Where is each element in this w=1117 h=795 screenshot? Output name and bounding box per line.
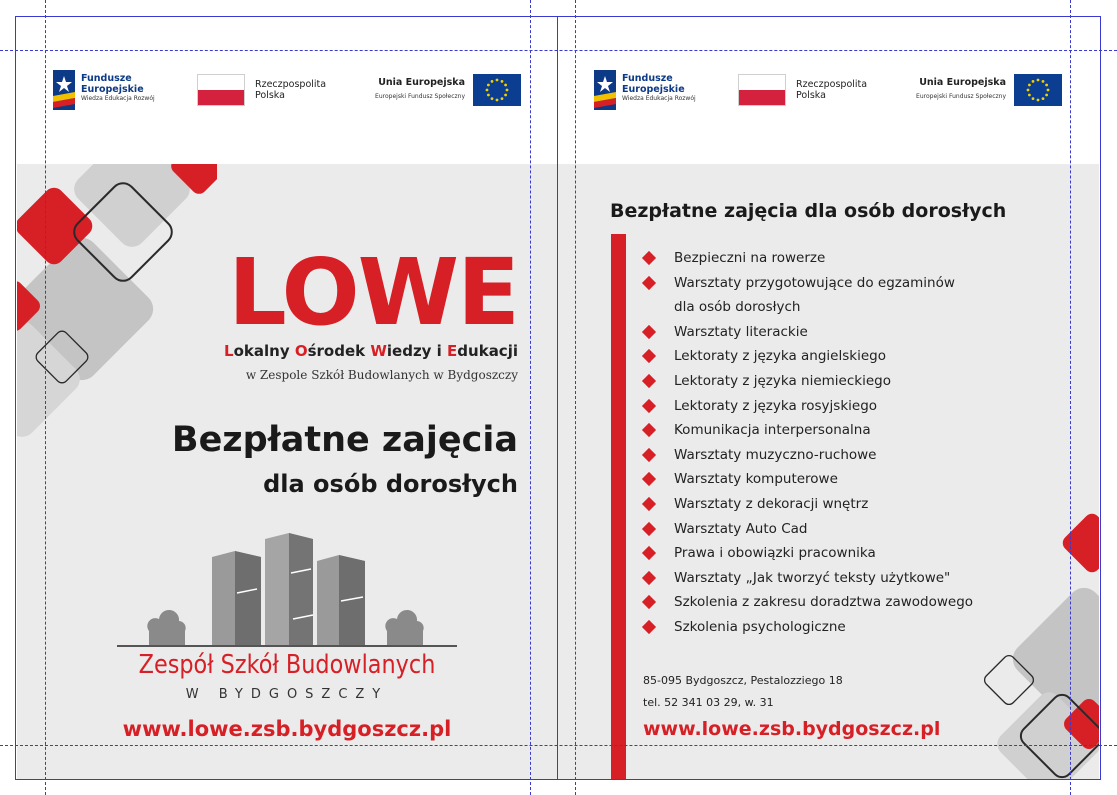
list-item-label: Warsztaty komputerowe xyxy=(674,471,838,488)
word-rest-l: okalny xyxy=(233,342,295,360)
list-item-label: Lektoraty z języka rosyjskiego xyxy=(674,397,878,414)
eu-fund: Europejski Fundusz Społeczny xyxy=(375,93,465,100)
funding-logos-strip xyxy=(558,68,1099,118)
diamond-bullet-icon xyxy=(642,251,656,265)
eu-title: Unia Europejska xyxy=(378,77,465,88)
list-item xyxy=(644,344,1024,369)
headline-line-1: Bezpłatne zajęcia xyxy=(171,420,518,460)
diamond-bullet-icon xyxy=(642,571,656,585)
front-gray-panel xyxy=(17,164,558,780)
poland-label-2: Polska xyxy=(796,90,826,101)
school-name: Zespół Szkół Budowlanych xyxy=(138,650,436,680)
lowe-location: w Zespole Szkół Budowlanych w Bydgoszczy xyxy=(245,368,518,382)
word-rest-e: dukacji xyxy=(457,342,518,360)
website-link[interactable]: www.lowe.zsb.bydgoszcz.pl xyxy=(122,717,452,741)
list-item-label: dla osób dorosłych xyxy=(674,299,801,316)
list-item xyxy=(644,615,1024,640)
back-gray-panel xyxy=(558,164,1099,780)
fundusze-star-icon xyxy=(594,70,616,110)
eu-title: Unia Europejska xyxy=(919,77,1006,88)
list-item-label: Lektoraty z języka niemieckiego xyxy=(674,372,891,389)
list-item-label: Lektoraty z języka angielskiego xyxy=(674,348,886,365)
diamond-bullet-icon xyxy=(642,398,656,412)
trim-line xyxy=(15,16,16,780)
unia-europejska-logo xyxy=(902,74,1064,110)
diamond-bullet-icon xyxy=(642,497,656,511)
list-item-label: Warsztaty „Jak tworzyć teksty użytkowe" xyxy=(674,569,951,586)
bleed-guide-line xyxy=(45,0,46,795)
list-item-label: Warsztaty przygotowujące do egzaminów xyxy=(674,274,955,291)
flyer-front-page xyxy=(17,18,558,780)
initial-l: L xyxy=(224,342,234,360)
bleed-guide-line xyxy=(0,50,1117,51)
school-buildings-icon xyxy=(117,533,457,648)
trim-line xyxy=(15,16,1101,17)
list-item-continuation xyxy=(644,295,1024,320)
list-item xyxy=(644,246,1024,271)
list-item xyxy=(644,541,1024,566)
list-item xyxy=(644,517,1024,542)
unia-europejska-logo xyxy=(361,74,523,110)
list-item-label: Prawa i obowiązki pracownika xyxy=(674,545,876,562)
diamond-bullet-icon xyxy=(642,374,656,388)
trim-line xyxy=(557,16,558,780)
list-item xyxy=(644,394,1024,419)
diamond-bullet-icon xyxy=(642,620,656,634)
contact-phone: tel. 52 341 03 29, w. 31 xyxy=(643,696,774,709)
funding-logos-strip xyxy=(17,68,558,118)
diamond-bullet-icon xyxy=(642,595,656,609)
list-item xyxy=(644,566,1024,591)
offer-heading: Bezpłatne zajęcia dla osób dorosłych xyxy=(610,200,1007,222)
accent-bar xyxy=(611,234,626,780)
list-item-label: Warsztaty z dekoracji wnętrz xyxy=(674,495,869,512)
eu-flag-icon xyxy=(1014,74,1062,106)
website-link[interactable]: www.lowe.zsb.bydgoszcz.pl xyxy=(643,718,941,740)
polish-flag-icon xyxy=(738,74,786,106)
diamond-bullet-icon xyxy=(642,276,656,290)
initial-w: W xyxy=(370,342,387,360)
poland-label-2: Polska xyxy=(255,90,285,101)
flyer-back-page xyxy=(558,18,1099,780)
list-item xyxy=(644,271,1024,296)
list-item-label: Warsztaty muzyczno-ruchowe xyxy=(674,446,877,463)
diamond-bullet-icon xyxy=(642,546,656,560)
list-item-label: Szkolenia psychologiczne xyxy=(674,618,846,635)
diamond-bullet-icon xyxy=(642,325,656,339)
eu-flag-icon xyxy=(473,74,521,106)
fundusze-label-2: Europejskie xyxy=(81,84,144,95)
fundusze-star-icon xyxy=(53,70,75,110)
bleed-guide-line xyxy=(530,0,531,795)
diamond-bullet-icon xyxy=(642,472,656,486)
initial-o: O xyxy=(294,342,308,360)
diamond-bullet-icon xyxy=(642,448,656,462)
fundusze-label-1: Fundusze xyxy=(622,73,673,84)
trim-line xyxy=(1100,16,1101,780)
fundusze-label-2: Europejskie xyxy=(622,84,685,95)
list-item-label: Bezpieczni na rowerze xyxy=(674,250,826,266)
initial-e: E xyxy=(447,342,458,360)
list-item-label: Komunikacja interpersonalna xyxy=(674,422,871,439)
lowe-title: LOWE xyxy=(228,239,518,346)
eu-fund: Europejski Fundusz Społeczny xyxy=(916,93,1006,100)
bleed-guide-line xyxy=(0,745,1117,746)
diamond-bullet-icon xyxy=(642,423,656,437)
word-rest-w: iedzy i xyxy=(386,342,448,360)
fundusze-program: Wiedza Edukacja Rozwój xyxy=(622,95,696,102)
list-item xyxy=(644,467,1024,492)
fundusze-program: Wiedza Edukacja Rozwój xyxy=(81,95,155,102)
school-city: W BYDGOSZCZY xyxy=(185,687,389,702)
diamond-bullet-icon xyxy=(642,521,656,535)
lowe-full-name xyxy=(224,342,518,360)
list-item-label: Szkolenia z zakresu doradztwa zawodowego xyxy=(674,594,974,611)
diamond-bullet-icon xyxy=(642,349,656,363)
list-item xyxy=(644,590,1024,615)
fundusze-label-1: Fundusze xyxy=(81,73,132,84)
word-rest-o: środek xyxy=(307,342,371,360)
bleed-guide-line xyxy=(575,0,576,795)
course-list xyxy=(644,246,1024,640)
contact-address: 85-095 Bydgoszcz, Pestalozziego 18 xyxy=(643,674,843,687)
list-item xyxy=(644,320,1024,345)
list-item xyxy=(644,443,1024,468)
list-item xyxy=(644,418,1024,443)
list-item-label: Warsztaty literackie xyxy=(674,323,808,340)
headline-line-2: dla osób dorosłych xyxy=(263,470,518,498)
poland-label-1: Rzeczpospolita xyxy=(255,79,327,90)
list-item xyxy=(644,369,1024,394)
trim-line xyxy=(15,779,1101,780)
polish-flag-icon xyxy=(197,74,245,106)
list-item xyxy=(644,492,1024,517)
poland-label-1: Rzeczpospolita xyxy=(796,79,868,90)
list-item-label: Warsztaty Auto Cad xyxy=(674,520,808,537)
bleed-guide-line xyxy=(1070,0,1071,795)
